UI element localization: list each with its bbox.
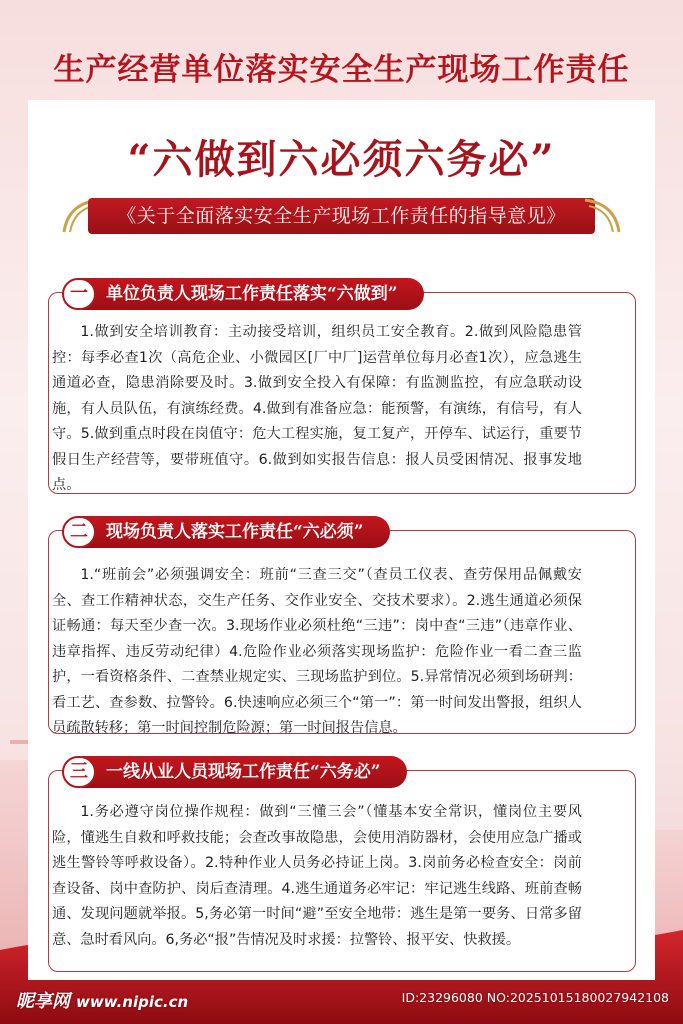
main-slogan-title: “六做到六必须六务必” bbox=[127, 136, 556, 183]
watermark-logo-text: 昵享网 bbox=[16, 991, 70, 1012]
watermark-id: ID:23296080 NO:20251015180027942108 bbox=[401, 990, 669, 1005]
subtitle-text: 《关于全面落实安全生产现场工作责任的指导意见》 bbox=[88, 198, 595, 234]
watermark-logo bbox=[16, 987, 188, 1013]
section-three-body: 1.务必遵守岗位操作规程：做到“三懂三会”（懂基本安全常识，懂岗位主要风险，懂逃生自救和呼救技能；会查改事故隐患，会使用消防器材，会使用应急广播或逃生警铃等呼救设备）。2.特种作业人员务必持证上岗。3.岗前务必检查安全：岗前查设备、岗中查防护、岗后查清理。4.逃生通道务必牢记：牢记逃生线路、班前查畅通、发现问题就举报。5,务必第一时间“避”至安全地带：逃生是第一要务、日常多留意、急时看风向。6,务必“报”告情况及时求援：拉警铃、报平安、快救援。 bbox=[52, 804, 582, 948]
watermark-url: www.nipic.cn bbox=[76, 993, 189, 1011]
page-title: 生产经营单位落实安全生产现场工作责任 bbox=[53, 52, 630, 88]
section-two-body: 1.“班前会”必须强调安全：班前“三查三交”（查员工仪表、查劳保用品佩戴安全、查工作精神状态，交生产任务、交作业安全、交技术要求）。2.逃生通道必须保证畅通：每天至少查一次。3.现场作业必须杜绝“三违”：岗中查“三违”（违章作业、违章指挥、违反劳动纪律）4.危险作业必须落实现场监护：危险作业一看二查三监护，一看资格条件、二查禁业规定实、三现场监护到位。5.异常情况必须到场研判：看工艺、查参数、拉警铃。6.快速响应必须三个“第一”：第一时间发出警报，组织人员疏散转移；第一时间控制危险源；第一时间报告信息。 bbox=[52, 567, 582, 736]
section-three-heading: 一线从业人员现场工作责任“六务必” bbox=[82, 756, 407, 788]
section-one-heading: 单位负责人现场工作责任落实“六做到” bbox=[82, 278, 424, 310]
section-two-heading: 现场负责人落实工作责任“六必须” bbox=[82, 516, 390, 548]
section-one-number: 一 bbox=[62, 278, 96, 310]
section-three-number: 三 bbox=[62, 756, 96, 788]
section-one-body: 1.做到安全培训教育：主动接受培训，组织员工安全教育。2.做到风险隐患管控：每季必查1次（高危企业、小微园区[厂中厂]运营单位每月必查1次），应急逃生通道必查，隐患消除要及时。3.做到安全投入有保障：有监测监控，有应急联动设施，有人员队伍，有演练经费。4.做到有准备应急：能预警，有演练，有信号，有人守。5.做到重点时段在岗值守：危大工程实施，复工复产，开停车、试运行，重要节假日生产经营等，要带班值守。6.做到如实报告信息：报人员受困情况、报事发地点。 bbox=[52, 324, 582, 493]
laurel-right-icon bbox=[581, 196, 625, 236]
section-two-number: 二 bbox=[62, 516, 96, 548]
subtitle-ribbon bbox=[58, 194, 625, 238]
